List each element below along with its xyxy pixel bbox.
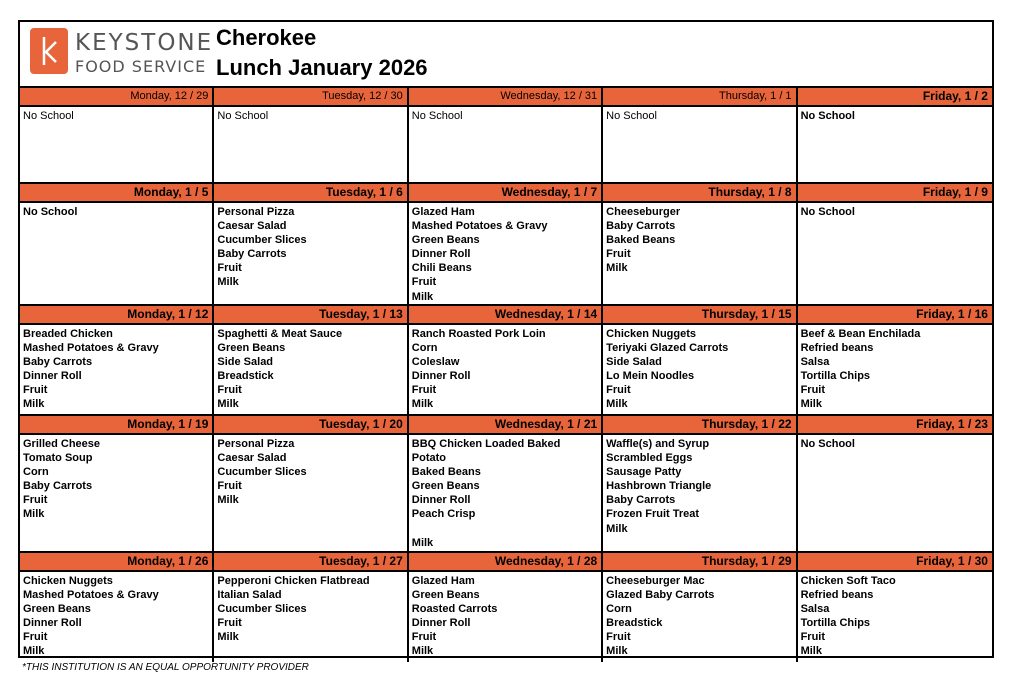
menu-item: Chicken Soft Taco (800, 575, 896, 587)
day-header: Friday, 1 / 2 (798, 88, 992, 107)
menu-item: Fruit (606, 384, 631, 397)
menu-item-list (603, 203, 795, 275)
day-header: Monday, 1 / 12 (20, 306, 212, 325)
menu-item: Fruit (606, 631, 631, 644)
menu-item: Caesar Salad (217, 220, 287, 233)
menu-item: Fruit (411, 276, 437, 289)
day-header: Wednesday, 1 / 14 (409, 306, 601, 325)
menu-item: Scrambled Eggs (606, 452, 693, 465)
menu-item: Dinner Roll (23, 370, 82, 383)
menu-item: No School (800, 438, 855, 450)
menu-item: Milk (800, 645, 822, 658)
menu-item: Tortilla Chips (800, 617, 871, 630)
day-cell (20, 551, 214, 662)
day-header: Thursday, 1 / 29 (603, 553, 795, 572)
menu-calendar-grid (20, 86, 992, 662)
menu-item-list (20, 435, 212, 522)
menu-item: Dinner Roll (411, 248, 471, 261)
menu-item: Milk (411, 536, 434, 549)
menu-item: Side Salad (217, 356, 274, 369)
day-header: Monday, 12 / 29 (20, 88, 212, 107)
menu-item: Mashed Potatoes & Gravy (411, 220, 548, 233)
menu-item: Fruit (411, 631, 437, 644)
day-header: Wednesday, 1 / 28 (409, 553, 601, 572)
day-header: Tuesday, 12 / 30 (214, 88, 406, 107)
day-header: Friday, 1 / 9 (798, 184, 992, 203)
menu-item: No School (23, 206, 78, 218)
menu-item: Milk (411, 645, 434, 658)
menu-item: Dinner Roll (23, 617, 82, 630)
menu-item: Baby Carrots (606, 220, 676, 233)
menu-item: No School (606, 110, 657, 122)
menu-item-list (214, 107, 406, 123)
day-header: Tuesday, 1 / 6 (214, 184, 406, 203)
week-row (20, 414, 992, 551)
menu-item-list (20, 203, 212, 219)
menu-item: Milk (606, 398, 628, 411)
day-header: Friday, 1 / 16 (798, 306, 992, 325)
day-cell (20, 414, 214, 551)
menu-item-list (603, 325, 795, 412)
menu-item: Green Beans (217, 342, 286, 355)
menu-item: Milk (23, 645, 45, 658)
menu-item: Baby Carrots (23, 356, 93, 369)
menu-item: Green Beans (411, 589, 480, 602)
week-row (20, 182, 992, 304)
menu-item-list (603, 435, 795, 536)
menu-item: Milk (606, 645, 628, 658)
menu-item: Tortilla Chips (800, 370, 871, 383)
menu-item-list (20, 325, 212, 412)
menu-item: Mashed Potatoes & Gravy (23, 589, 159, 602)
menu-item: Milk (217, 494, 239, 507)
day-cell (20, 182, 214, 304)
menu-item: Milk (800, 398, 822, 411)
menu-item: Dinner Roll (411, 370, 471, 383)
menu-item: No School (217, 110, 269, 122)
menu-item: Personal Pizza (217, 206, 295, 218)
menu-item: Cucumber Slices (217, 234, 307, 247)
menu-item: Milk (606, 522, 628, 535)
day-cell (603, 551, 797, 662)
menu-item: Fruit (217, 262, 242, 275)
week-row (20, 551, 992, 662)
menu-item: Fruit (800, 631, 826, 644)
menu-item-list (409, 572, 601, 659)
menu-item: Tomato Soup (23, 452, 93, 465)
menu-item: Fruit (411, 384, 437, 397)
menu-item: No School (411, 110, 463, 122)
day-cell (214, 414, 408, 551)
day-header: Friday, 1 / 23 (798, 416, 992, 435)
menu-item: Chicken Nuggets (606, 328, 697, 340)
menu-item: Spaghetti & Meat Sauce (217, 328, 343, 340)
menu-item: Milk (411, 398, 434, 411)
menu-item-list (798, 572, 992, 659)
menu-item: Corn (23, 466, 49, 479)
day-header: Thursday, 1 / 1 (603, 88, 795, 107)
day-header: Tuesday, 1 / 13 (214, 306, 406, 325)
menu-item: Baby Carrots (217, 248, 287, 261)
day-cell (409, 86, 603, 182)
menu-item: Fruit (23, 384, 48, 397)
menu-item: Hashbrown Triangle (606, 480, 712, 493)
menu-item: Fruit (217, 617, 242, 630)
menu-item: Cheeseburger Mac (606, 575, 705, 587)
menu-item: Dinner Roll (411, 494, 471, 507)
day-cell (409, 304, 603, 414)
menu-item: Coleslaw (411, 356, 460, 369)
menu-item: Frozen Fruit Treat (606, 508, 700, 521)
menu-item-list (798, 435, 992, 451)
day-header: Tuesday, 1 / 27 (214, 553, 406, 572)
menu-item: Breadstick (606, 617, 663, 630)
menu-item: Mashed Potatoes & Gravy (23, 342, 159, 355)
day-cell (214, 86, 408, 182)
menu-item: Pepperoni Chicken Flatbread (217, 575, 370, 587)
menu-item-list (214, 325, 406, 412)
logo-line-1: KEYSTONE (75, 30, 214, 56)
menu-item: Fruit (23, 494, 48, 507)
day-cell (214, 182, 408, 304)
menu-item: Chili Beans (411, 262, 472, 275)
menu-item-list (409, 203, 601, 304)
day-header: Monday, 1 / 5 (20, 184, 212, 203)
week-row (20, 86, 992, 182)
menu-item: Corn (606, 603, 632, 616)
menu-item-list (798, 325, 992, 412)
footer-disclaimer: *THIS INSTITUTION IS AN EQUAL OPPORTUNITY PROVIDER (22, 662, 309, 673)
menu-item: Lo Mein Noodles (606, 370, 695, 383)
day-cell (798, 304, 992, 414)
menu-item: Waffle(s) and Syrup (606, 438, 710, 450)
menu-item-list (20, 107, 212, 123)
menu-item: Baby Carrots (23, 480, 93, 493)
menu-item: Italian Salad (217, 589, 282, 602)
menu-item: Milk (217, 398, 239, 411)
menu-item: Side Salad (606, 356, 662, 369)
menu-header (20, 22, 992, 86)
menu-item: Milk (606, 262, 628, 275)
day-cell (214, 551, 408, 662)
day-cell (409, 551, 603, 662)
menu-item: Peach Crisp (411, 508, 476, 521)
menu-item: Breadstick (217, 370, 274, 383)
day-header: Thursday, 1 / 22 (603, 416, 795, 435)
menu-item: Salsa (800, 603, 830, 616)
menu-item: Beef & Bean Enchilada (800, 328, 921, 340)
menu-item: Teriyaki Glazed Carrots (606, 342, 729, 355)
menu-item: Milk (23, 398, 45, 411)
menu-item-list (20, 572, 212, 659)
menu-sheet (18, 20, 994, 658)
menu-item: Green Beans (23, 603, 91, 616)
menu-item: Fruit (800, 384, 826, 397)
menu-item: Cucumber Slices (217, 603, 307, 616)
menu-item: Fruit (217, 384, 242, 397)
menu-item-list (798, 203, 992, 219)
menu-item-list (603, 572, 795, 659)
day-cell (798, 551, 992, 662)
day-header: Monday, 1 / 19 (20, 416, 212, 435)
menu-item-list (409, 435, 601, 550)
menu-item: Caesar Salad (217, 452, 287, 465)
day-cell (409, 182, 603, 304)
menu-item-list (409, 107, 601, 123)
menu-item: Potato (411, 452, 447, 465)
menu-item: Grilled Cheese (23, 438, 101, 450)
menu-item-list (409, 325, 601, 412)
menu-item: Milk (23, 508, 45, 521)
menu-item-list (603, 107, 795, 123)
day-cell (798, 182, 992, 304)
school-name: Cherokee (216, 25, 317, 50)
day-cell (409, 414, 603, 551)
menu-item-list (214, 203, 406, 290)
menu-item: Baked Beans (606, 234, 676, 247)
menu-item: Refried beans (800, 589, 874, 602)
menu-item: Personal Pizza (217, 438, 295, 450)
menu-item: Dinner Roll (411, 617, 471, 630)
menu-item-list (798, 107, 992, 123)
menu-item-list (214, 572, 406, 644)
day-header: Wednesday, 1 / 7 (409, 184, 601, 203)
menu-item: Milk (217, 631, 239, 644)
day-cell (603, 414, 797, 551)
day-cell (603, 86, 797, 182)
menu-item: No School (800, 110, 855, 122)
day-header: Thursday, 1 / 8 (603, 184, 795, 203)
menu-item: Fruit (217, 480, 242, 493)
menu-item: Cheeseburger (606, 206, 681, 218)
week-row (20, 304, 992, 414)
menu-item: Glazed Baby Carrots (606, 589, 715, 602)
menu-title: Lunch January 2026 (216, 55, 428, 80)
menu-item-list (214, 435, 406, 507)
menu-item: Milk (217, 276, 239, 289)
day-header: Friday, 1 / 30 (798, 553, 992, 572)
menu-item: Fruit (606, 248, 631, 261)
keystone-logo-icon (30, 28, 68, 74)
menu-item: Green Beans (411, 480, 480, 493)
menu-item (412, 522, 601, 536)
menu-item: Glazed Ham (411, 206, 475, 218)
menu-item: BBQ Chicken Loaded Baked (411, 438, 561, 450)
day-cell (798, 414, 992, 551)
logo-line-2: FOOD SERVICE (75, 57, 207, 76)
day-cell (603, 182, 797, 304)
day-cell (798, 86, 992, 182)
menu-item: Roasted Carrots (411, 603, 498, 616)
menu-item: Ranch Roasted Pork Loin (411, 328, 546, 340)
day-header: Thursday, 1 / 15 (603, 306, 795, 325)
menu-item: Sausage Patty (606, 466, 682, 479)
day-cell (214, 304, 408, 414)
menu-item: Milk (411, 290, 434, 303)
menu-item: Corn (411, 342, 438, 355)
menu-item: Baked Beans (411, 466, 481, 479)
menu-item: Salsa (800, 356, 830, 369)
menu-item: Breaded Chicken (23, 328, 113, 340)
menu-item: Baby Carrots (606, 494, 676, 507)
menu-item: No School (800, 206, 855, 218)
menu-item: Refried beans (800, 342, 874, 355)
day-cell (20, 304, 214, 414)
day-header: Monday, 1 / 26 (20, 553, 212, 572)
day-header: Wednesday, 1 / 21 (409, 416, 601, 435)
menu-item: Chicken Nuggets (23, 575, 113, 587)
menu-item: Fruit (23, 631, 48, 644)
day-header: Wednesday, 12 / 31 (409, 88, 601, 107)
menu-item: Green Beans (411, 234, 480, 247)
menu-item: Cucumber Slices (217, 466, 307, 479)
day-header: Tuesday, 1 / 20 (214, 416, 406, 435)
day-cell (603, 304, 797, 414)
day-cell (20, 86, 214, 182)
menu-item: Glazed Ham (411, 575, 475, 587)
menu-item: No School (23, 110, 74, 122)
